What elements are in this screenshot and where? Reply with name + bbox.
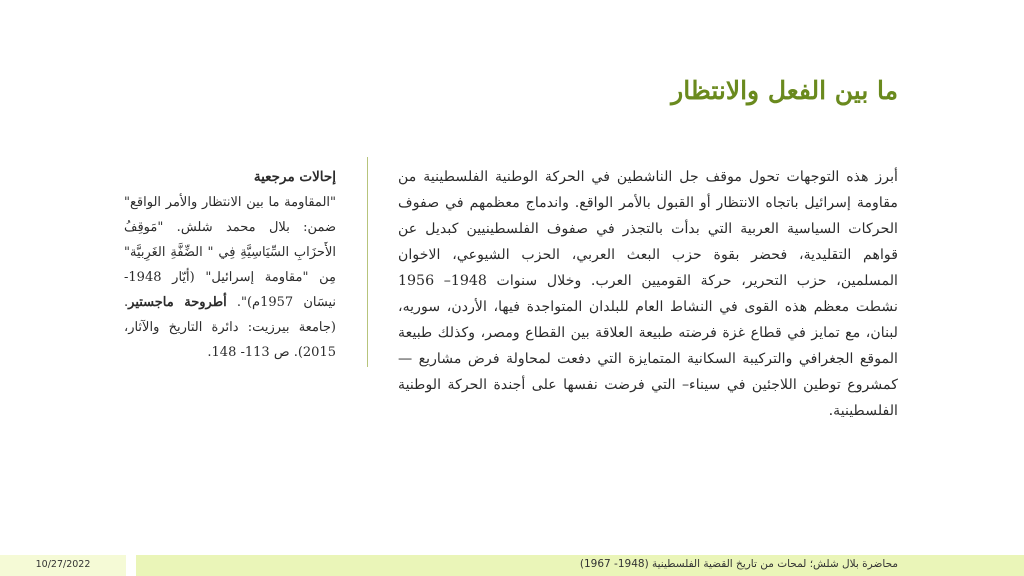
footer-bar [136, 555, 1024, 576]
column-divider [367, 157, 368, 367]
main-paragraph: أبرز هذه التوجهات تحول موقف جل الناشطين في الحركة الوطنية الفلسطينية من مقاومة إسرائيل باتجاه الانتظار أو القبول بالأمر الواقع. واندماج معظمهم في صفوف الحركات السياسية العربية التي بدأت بالتجذر في صفوف الفلسطينيين كبديل عن قواهم التقليدية، فحضر بقوة حزب البعث العربي، الحزب الشيوعي، الاخوان المسلمين، حزب التحرير، حركة القوميين العرب. وخلال سنوات 1948– 1956 نشطت معظم هذه القوى في النشاط العام للبلدان المتواجدة فيها، الأردن، سوريه، لبنان، مع تمايز في قطاع غزة فرضته طبيعة العلاقة بين القطاع ومصر، وكذلك طبيعة الموقع الجغرافي والتركيبة السكانية المتمايزة التي دفعت لمحاولة فرض مشاريع —كمشروع توطين اللاجئين في سيناء– التي فرضت نفسها على أجندة الحركة الوطنية الفلسطينية. [398, 169, 898, 419]
references-heading: إحالات مرجعية [253, 169, 336, 185]
footer-date: 10/27/2022 [35, 559, 91, 570]
footer-date-box [0, 555, 126, 576]
citation-text-end: . (جامعة بيرزيت: دائرة التاريخ والآثار، 2015). ص 113- 148. [124, 295, 336, 360]
citation-text: "المقاومة ما بين الانتظار والأمر الواقع" ضمن: بلال محمد شلش. "مَوقِفُ الأَحزَابِ السِّيَاسِيَّةِ فِي " الضِّفَّةِ الغَرِبيَّة" مِن "مقاومة إسرائيل" (أيّار 1948- نيسَان 1957م)". [124, 195, 336, 310]
references-panel [124, 164, 336, 365]
citation-bold-text: أطروحة ماجستير [128, 295, 227, 310]
slide-title: ما بين الفعل والانتظار [671, 76, 898, 105]
footer-title: محاضرة بلال شلش؛ لمحات من تاريخ القضية الفلسطينية (1948- 1967) [579, 558, 898, 570]
references-citation [124, 190, 336, 365]
